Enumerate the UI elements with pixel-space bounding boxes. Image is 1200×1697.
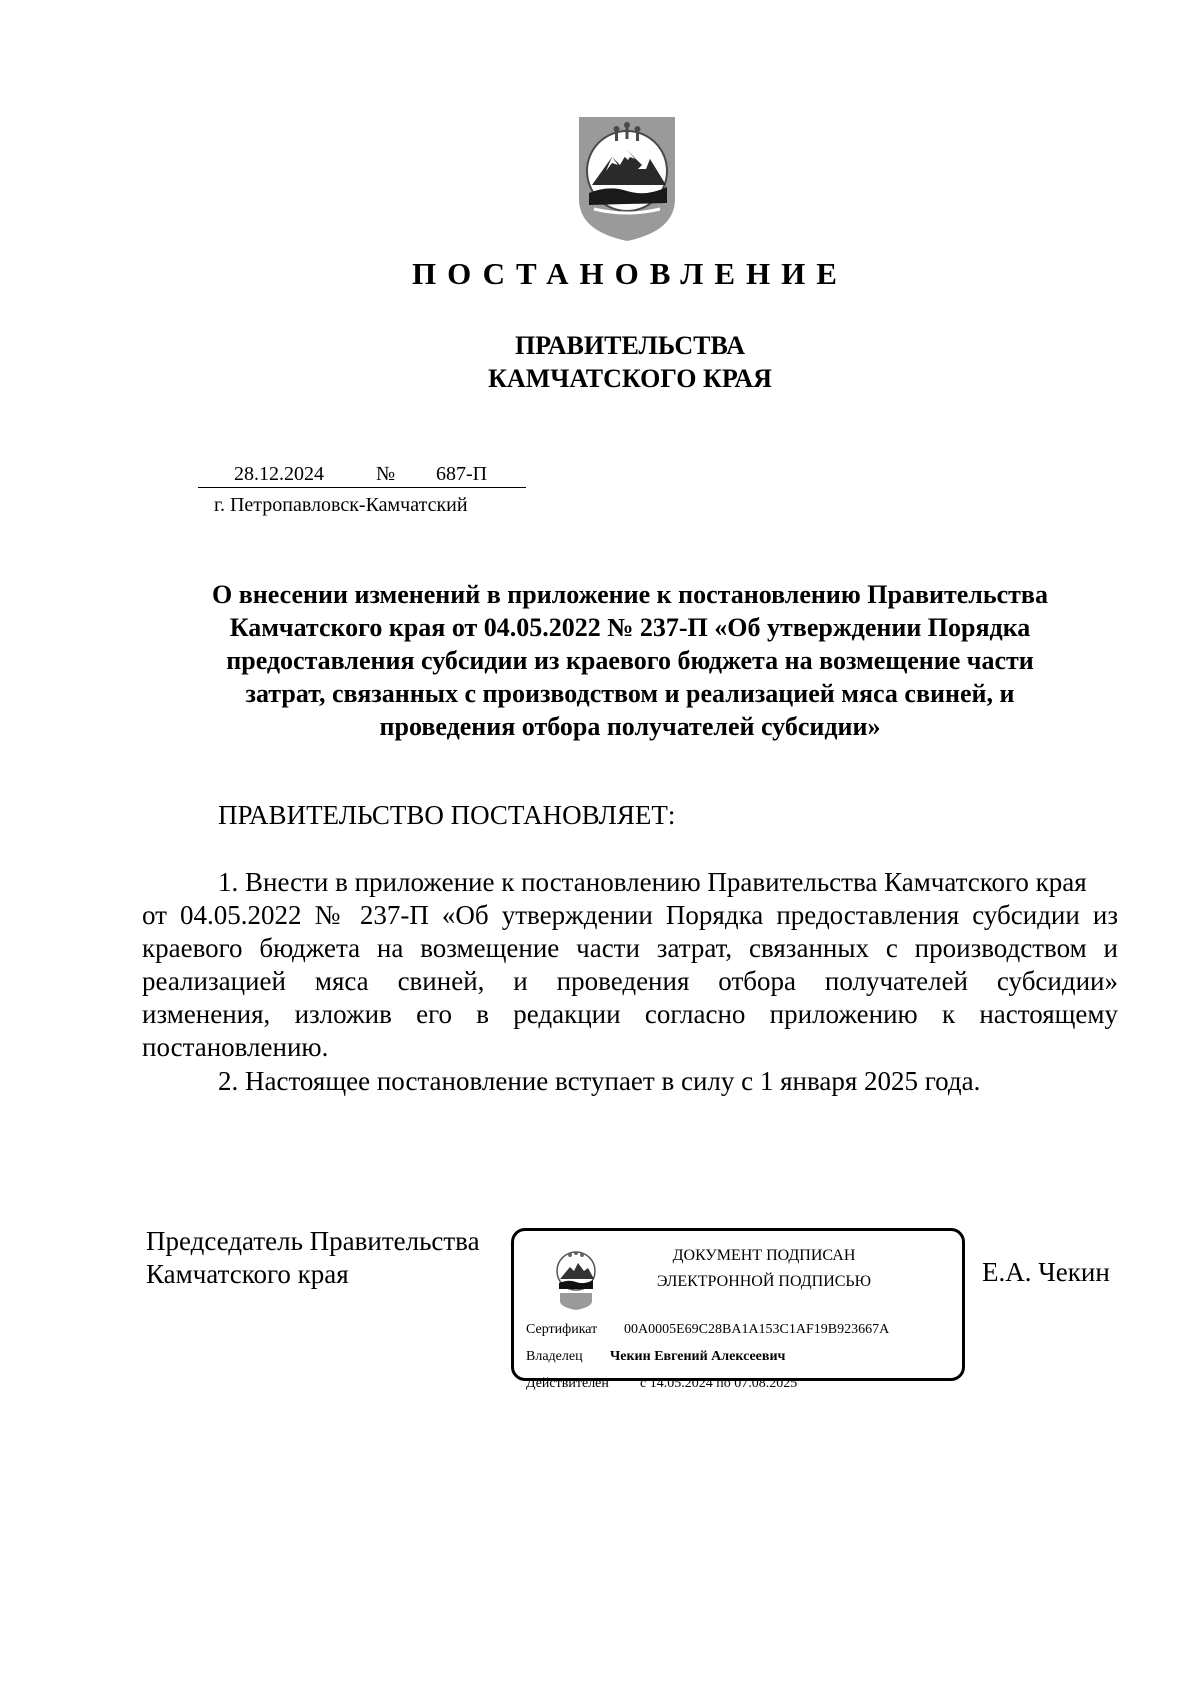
valid-label: Действителен	[526, 1376, 609, 1391]
document-date: 28.12.2024	[234, 463, 324, 485]
coat-of-arms-icon	[554, 1249, 598, 1311]
title-line: О внесении изменений в приложение к постановлению Правительства	[212, 580, 1048, 609]
signer-position	[146, 1225, 480, 1291]
stamp-owner-row	[526, 1349, 786, 1365]
coat-of-arms-icon	[574, 113, 680, 243]
paragraph-line: изменения, изложив его в редакции согласно приложению к настоящему	[142, 999, 1118, 1029]
issuer-line-1: ПРАВИТЕЛЬСТВА	[515, 331, 745, 360]
paragraph-line: краевого бюджета на возмещение части затрат, связанных с производством и	[142, 933, 1118, 963]
e-signature-stamp	[511, 1228, 965, 1391]
document-kind-title: ПОСТАНОВЛЕНИЕ	[412, 256, 848, 291]
issuer-line-2: КАМЧАТСКОГО КРАЯ	[488, 364, 772, 393]
signer-position-line: Камчатского края	[146, 1259, 349, 1289]
paragraph-2: 2. Настоящее постановление вступает в силу с 1 января 2025 года.	[218, 1066, 981, 1096]
title-line: предоставления субсидии из краевого бюджета на возмещение части	[226, 646, 1034, 675]
document-title	[150, 578, 1110, 743]
signer-name: Е.А. Чекин	[982, 1257, 1110, 1287]
stamp-certificate-row	[526, 1322, 890, 1338]
stamp-validity-row	[526, 1376, 798, 1392]
stamp-heading-line: ЭЛЕКТРОННОЙ ПОДПИСЬЮ	[656, 1273, 872, 1290]
stamp-heading-line: ДОКУМЕНТ ПОДПИСАН	[672, 1247, 856, 1264]
paragraph-line: реализацией мяса свиней, и проведения отбора получателей субсидии»	[142, 966, 1118, 996]
resolves-heading: ПРАВИТЕЛЬСТВО ПОСТАНОВЛЯЕТ:	[218, 800, 676, 830]
document-number: 687-П	[436, 463, 488, 485]
signer-position-line: Председатель Правительства	[146, 1226, 480, 1256]
number-sign: №	[376, 463, 396, 485]
owner-value: Чекин Евгений Алексеевич	[610, 1349, 786, 1364]
paragraph-line: постановлению.	[142, 1032, 329, 1062]
registration-line	[198, 461, 526, 491]
owner-label: Владелец	[526, 1349, 583, 1364]
paragraph-1	[142, 866, 1118, 1064]
certificate-value: 00A0005E69C28BA1A153C1AF19B923667A	[624, 1322, 890, 1337]
certificate-label: Сертификат	[526, 1322, 598, 1337]
valid-value: с 14.05.2024 по 07.08.2025	[640, 1376, 798, 1391]
registration-underline	[198, 487, 526, 488]
title-line: Камчатского края от 04.05.2022 № 237-П «Об утверждении Порядка	[229, 613, 1031, 642]
title-line: затрат, связанных с производством и реализацией мяса свиней, и	[245, 679, 1015, 708]
paragraph-line: 1. Внести в приложение к постановлению Правительства Камчатского края	[218, 867, 1087, 897]
city-name: г. Петропавловск-Камчатский	[214, 494, 468, 516]
paragraph-line: от 04.05.2022 № 237-П «Об утверждении Порядка предоставления субсидии из	[142, 900, 1118, 930]
title-line: проведения отбора получателей субсидии»	[379, 712, 881, 741]
stamp-heading	[624, 1243, 904, 1295]
